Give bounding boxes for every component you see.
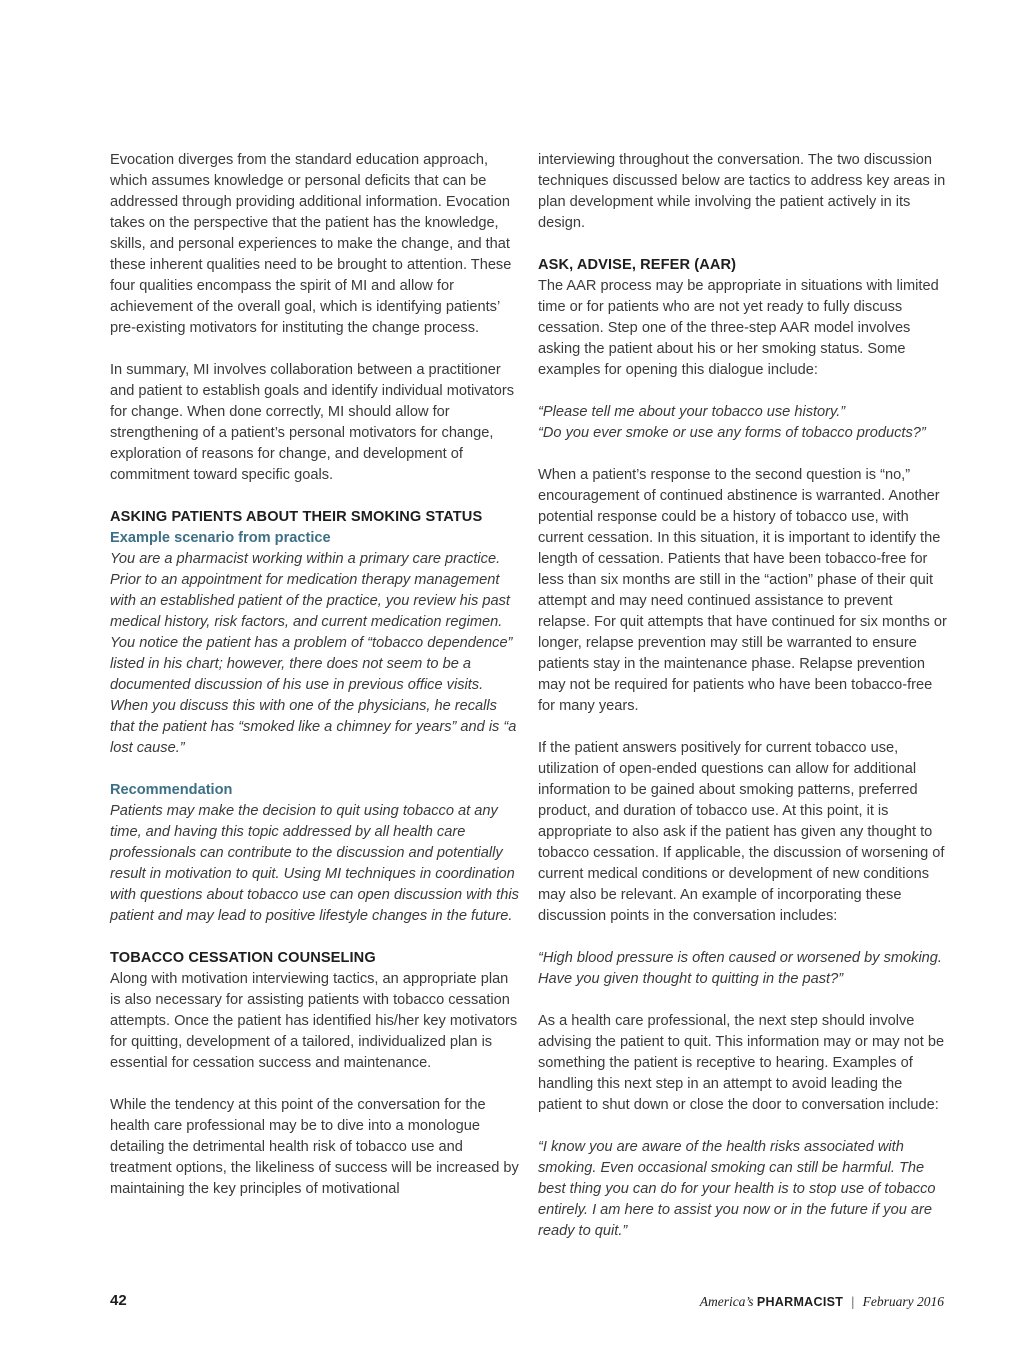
paragraph-advising: As a health care professional, the next step should involve advising the patient to quit. This information may or may not be something the patient is receptive to hearing. Examples of handling this next step in an attempt to avoid leading the patient to shut down or close the door to conversation include: — [538, 1013, 945, 1113]
heading-tobacco-cessation: TOBACCO CESSATION COUNSELING — [110, 950, 376, 966]
publication-prefix: America’s — [699, 1294, 754, 1309]
issue-date: February 2016 — [862, 1294, 944, 1309]
quote-health-risks: “I know you are aware of the health risks associated with smoking. Even occasional smoking can still be harmful. The best thing you can do for your health is to stop use of tobacco entirely. I am here to assist you now or in the future if you are ready to quit.” — [538, 1139, 936, 1239]
publication-name: PHARMACIST — [756, 1295, 844, 1309]
paragraph-plan: Along with motivation interviewing tactics, an appropriate plan is also necessary for assisting patients with tobacco cessation attempts. Once the patient has identified his/her key motivators for quitting, development of a tailored, individualized plan is essential for cessation success and maintenance. — [110, 971, 518, 1071]
paragraph-tendency: While the tendency at this point of the conversation for the health care professional may be to dive into a monologue detailing the detrimental health risk of tobacco use and treatment options, the likeliness of success will be increased by maintaining the key principles of motivational — [110, 1097, 519, 1197]
paragraph-summary: In summary, MI involves collaboration between a practitioner and patient to establish goals and identify individual motivators for change. When done correctly, MI should allow for strengthening of a patient’s personal motivators for change, exploration of reasons for change, and development of commitment toward specific goals. — [110, 362, 515, 483]
paragraph-positive-use: If the patient answers positively for current tobacco use, utilization of open-ended questions can allow for additional information to be gained about smoking patterns, preferred product, and duration of tobacco use. At this point, it is appropriate to also ask if the patient has given any thought to tobacco cessation. If applicable, the discussion of worsening of current medical conditions or development of new conditions may also be relevant. An example of incorporating these discussion points in the conversation includes: — [538, 740, 945, 924]
quote-blood-pressure: “High blood pressure is often caused or worsened by smoking. Have you given thought to quitting in the past?” — [538, 950, 942, 987]
heading-asking-patients: ASKING PATIENTS ABOUT THEIR SMOKING STATUS — [110, 509, 483, 525]
right-column — [538, 150, 948, 1242]
recommendation-text: Patients may make the decision to quit using tobacco at any time, and having this topic addressed by all health care professionals can contribute to the discussion and potentially result in motivation to quit. Using MI techniques in coordination with questions about tobacco use can open discussion with this patient and may lead to positive lifestyle changes in the future. — [110, 803, 519, 924]
subheading-recommendation: Recommendation — [110, 782, 233, 798]
footer-separator: | — [851, 1294, 855, 1309]
heading-aar: ASK, ADVISE, REFER (AAR) — [538, 257, 737, 273]
scenario-text: You are a pharmacist working within a primary care practice. Prior to an appointment for medication therapy management with an established patient of the practice, you review his past medical history, risk factors, and current medication regimen. You notice the patient has a problem of “tobacco dependence” listed in his chart; however, there does not seem to be a documented discussion of his use in previous office visits. When you discuss this with one of the physicians, he recalls that the patient has “smoked like a chimney for years” and is “a lost cause.” — [110, 551, 517, 756]
quote-tobacco-history: “Please tell me about your tobacco use history.” — [538, 404, 846, 420]
paragraph-response-no: When a patient’s response to the second question is “no,” encouragement of continued abstinence is warranted. Another potential response could be a history of tobacco use, with current cessation. In this situation, it is important to identify the length of cessation. Patients that have been tobacco-free for less than six months are still in the “action” phase of their quit attempt and may need continued assistance to prevent relapse. For quit attempts that have continued for six months or longer, relapse prevention may still be warranted to ensure patients stay in the maintenance phase. Relapse prevention may not be required for patients who have been tobacco-free for many years. — [538, 467, 947, 714]
publication-footer — [700, 1294, 944, 1310]
left-column — [110, 150, 520, 1200]
subheading-example-scenario: Example scenario from practice — [110, 530, 331, 546]
paragraph-evocation: Evocation diverges from the standard education approach, which assumes knowledge or personal deficits that can be addressed through providing additional information. Evocation takes on the perspective that the patient has the knowledge, skills, and personal experiences to make the change, and that these inherent qualities need to be brought to attention. These four qualities encompass the spirit of MI and allow for achievement of the overall goal, which is identifying patients’ pre-existing motivators for instituting the change process. — [110, 152, 512, 336]
paragraph-interviewing: interviewing throughout the conversation. The two discussion techniques discussed below are tactics to address key areas in plan development while involving the patient actively in its design. — [538, 152, 946, 231]
quote-tobacco-products: “Do you ever smoke or use any forms of tobacco products?” — [538, 425, 926, 441]
paragraph-aar-process: The AAR process may be appropriate in situations with limited time or for patients who are not yet ready to fully discuss cessation. Step one of the three-step AAR model involves asking the patient about his or her smoking status. Some examples for opening this dialogue include: — [538, 278, 939, 378]
page-number: 42 — [110, 1292, 127, 1309]
